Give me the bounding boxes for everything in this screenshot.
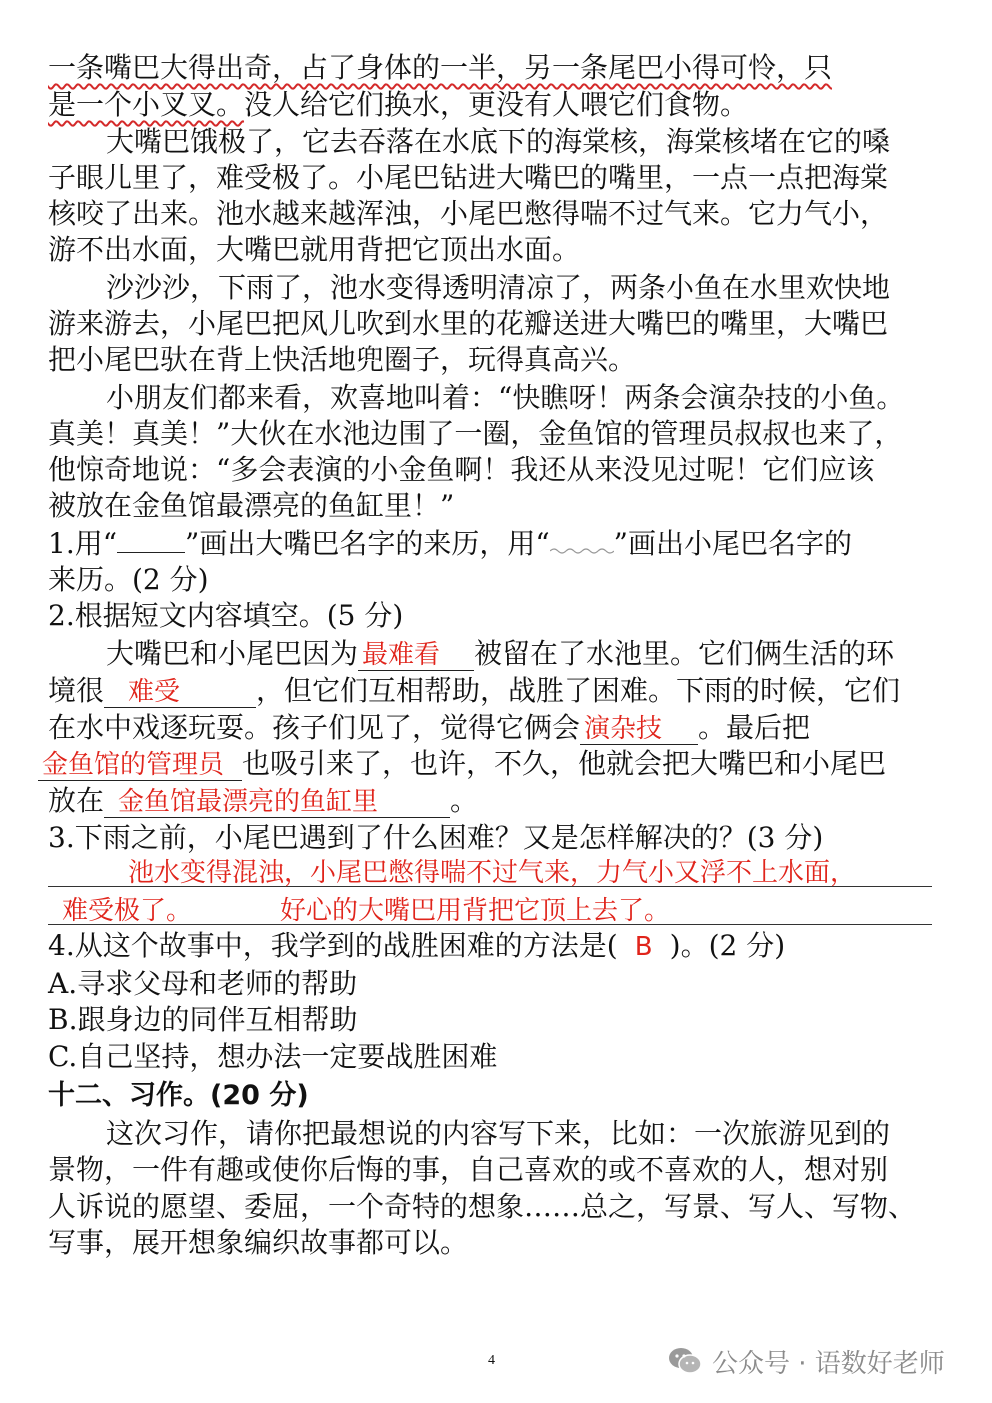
q1-line2: 来历。(2 分) xyxy=(48,563,209,596)
section-text: 景物，一件有趣或使你后悔的事，自己喜欢的或不喜欢的人，想对别 xyxy=(48,1153,889,1186)
question-4 xyxy=(48,928,948,965)
answer-text: 难受 xyxy=(128,677,181,707)
q2-fill-line xyxy=(106,636,948,672)
q2-fill-line xyxy=(48,710,948,746)
passage-line xyxy=(48,50,948,86)
q2-fill-line xyxy=(48,673,948,709)
answer-text: 金鱼馆的管理员 xyxy=(42,750,225,780)
answer-blank[interactable] xyxy=(104,676,256,708)
q2-fill-line xyxy=(38,746,948,782)
q2-text: 在水中戏逐玩耍。孩子们见了，觉得它俩会 xyxy=(48,711,581,744)
wechat-icon xyxy=(668,1346,702,1376)
section-text: 人诉说的愿望、委屈，一个奇特的想象……总之，写景、写人、写物、 xyxy=(48,1190,917,1223)
question-3-title: 3.下雨之前，小尾巴遇到了什么困难？又是怎样解决的？(3 分) xyxy=(48,821,824,854)
section-heading: 十二、习作。(20 分) xyxy=(48,1080,309,1111)
passage-line: 他惊奇地说：“多会表演的小金鱼啊！我还从来没见过呢！它们应该 xyxy=(48,453,875,486)
q2-text: 放在 xyxy=(48,784,105,817)
q4-answer[interactable]: B xyxy=(634,932,653,962)
q1-text: ”画出大嘴巴名字的来历，用“ xyxy=(185,527,550,560)
q2-text: 。最后把 xyxy=(698,711,811,744)
question-1 xyxy=(48,526,948,562)
q3-answer-text: 池水变得混浊，小尾巴憋得喘不过气来，力气小又浮不上水面， xyxy=(128,858,857,888)
solid-underline-sample xyxy=(117,528,185,553)
wavy-underlined-text: 一条嘴巴大得出奇，占了身体的一半，另一条尾巴小得可怜，只 xyxy=(48,51,833,84)
passage-line xyxy=(48,87,948,123)
answer-blank[interactable] xyxy=(104,786,450,818)
answer-blank[interactable] xyxy=(38,749,242,781)
page-number: 4 xyxy=(488,1353,495,1368)
answer-line[interactable] xyxy=(48,886,932,925)
passage-line: 游来游去，小尾巴把风儿吹到水里的花瓣送进大嘴巴的嘴里，大嘴巴 xyxy=(48,307,889,340)
q2-text: 。 xyxy=(450,784,479,817)
watermark-text: 公众号 · 语数好老师 xyxy=(712,1348,945,1379)
question-2-title: 2.根据短文内容填空。(5 分) xyxy=(48,599,404,632)
q2-text: ，但它们互相帮助，战胜了困难。下雨的时候，它们 xyxy=(256,674,901,707)
q1-text: 1.用“ xyxy=(48,527,118,560)
passage-line: 游不出水面，大嘴巴就用背把它顶出水面。 xyxy=(48,233,581,266)
wavy-underlined-text: 是一个小叉叉。 xyxy=(48,88,245,121)
option-b: B.跟身边的同伴互相帮助 xyxy=(48,1003,358,1036)
section-text: 写事，展开想象编织故事都可以。 xyxy=(48,1226,469,1259)
q2-text: 也吸引来了，也许，不久，他就会把大嘴巴和小尾巴 xyxy=(242,747,887,780)
answer-blank[interactable] xyxy=(358,639,474,671)
answer-text: 金鱼馆最漂亮的鱼缸里 xyxy=(118,787,379,817)
answer-text: 演杂技 xyxy=(584,714,663,744)
option-a: A.寻求父母和老师的帮助 xyxy=(48,967,358,1000)
q3-answer-text: 好心的大嘴巴用背把它顶上去了。 xyxy=(280,896,671,926)
q2-text: 被留在了水池里。它们俩生活的环 xyxy=(474,637,895,670)
passage-text: 没人给它们换水，更没有人喂它们食物。 xyxy=(244,88,749,121)
passage-line: 把小尾巴驮在背上快活地兜圈子，玩得真高兴。 xyxy=(48,343,637,376)
q2-fill-line xyxy=(48,783,948,819)
q2-text: 大嘴巴和小尾巴因为 xyxy=(106,637,359,670)
q3-answer-text: 难受极了。 xyxy=(62,896,193,926)
section-text: 这次习作，请你把最想说的内容写下来，比如：一次旅游见到的 xyxy=(106,1117,891,1150)
passage-line: 被放在金鱼馆最漂亮的鱼缸里！” xyxy=(48,489,455,522)
q4-text: 4.从这个故事中，我学到的战胜困难的方法是( xyxy=(48,929,618,962)
passage-line: 真美！真美！”大伙在水池边围了一圈，金鱼馆的管理员叔叔也来了， xyxy=(48,417,903,450)
q1-text: ”画出小尾巴名字的 xyxy=(613,527,852,560)
passage-line: 子眼儿里了，难受极了。小尾巴钻进大嘴巴的嘴里，一点一点把海棠 xyxy=(48,161,889,194)
answer-blank[interactable] xyxy=(580,713,698,745)
option-c: C.自己坚持，想办法一定要战胜困难 xyxy=(48,1040,498,1073)
q2-text: 境很 xyxy=(48,674,105,707)
passage-line: 小朋友们都来看，欢喜地叫着：“快瞧呀！两条会演杂技的小鱼。 xyxy=(106,381,905,414)
answer-text: 最难看 xyxy=(362,640,441,670)
q4-text: )。(2 分) xyxy=(669,929,786,962)
passage-line: 沙沙沙，下雨了，池水变得透明清凉了，两条小鱼在水里欢快地 xyxy=(106,271,891,304)
passage-line: 核咬了出来。池水越来越浑浊，小尾巴憋得喘不过气来。它力气小， xyxy=(48,197,889,230)
answer-line[interactable] xyxy=(48,848,932,887)
watermark xyxy=(668,1343,945,1379)
passage-line: 大嘴巴饿极了，它去吞落在水底下的海棠核，海棠核堵在它的嗓 xyxy=(106,125,891,158)
wavy-underline-sample xyxy=(550,529,614,553)
